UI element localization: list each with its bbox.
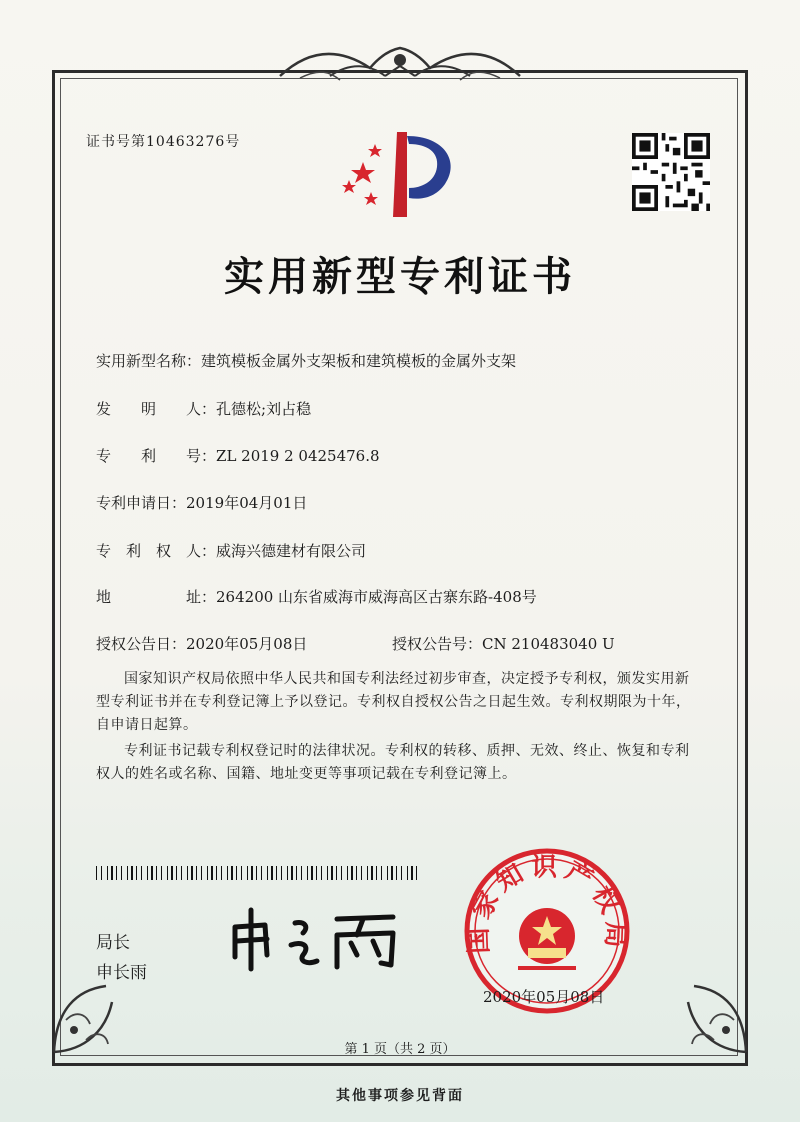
field-label: 发 明 人： — [96, 400, 217, 418]
grant-date-label: 授权公告日： — [96, 635, 187, 653]
barcode-bar — [416, 866, 417, 880]
director-name: 申长雨 — [96, 963, 147, 983]
barcode-bar — [327, 866, 328, 880]
barcode-bar — [256, 866, 257, 880]
barcode-bar — [316, 866, 317, 880]
footer-note: 其他事项参见背面 — [336, 1088, 464, 1104]
barcode-bar — [376, 866, 377, 880]
barcode-bar — [227, 866, 228, 880]
barcode-bar — [167, 866, 168, 880]
barcode-bar — [251, 866, 253, 880]
barcode-bar — [396, 866, 397, 880]
field-value: 威海兴德建材有限公司 — [216, 542, 367, 560]
field-row-patentee — [96, 540, 366, 561]
director-signature-icon — [225, 905, 405, 975]
field-value: ZL 2019 2 0425476.8 — [216, 447, 380, 465]
barcode-bar — [276, 866, 277, 880]
grant-date-row — [96, 633, 307, 654]
barcode-bar — [341, 866, 342, 880]
barcode-bar — [131, 866, 133, 880]
barcode-bar — [367, 866, 368, 880]
barcode-bar — [371, 866, 373, 880]
field-label: 地 址： — [96, 588, 217, 606]
barcode-bar — [381, 866, 382, 880]
field-label: 专 利 号： — [96, 447, 217, 465]
barcode-bar — [356, 866, 357, 880]
barcode-bar — [271, 866, 273, 880]
barcode-bar — [267, 866, 268, 880]
barcode-bar — [156, 866, 157, 880]
barcode-bar — [301, 866, 302, 880]
seal-date: 2020年05月08日 — [483, 988, 605, 1006]
barcode-bar — [121, 866, 122, 880]
field-row-name — [96, 350, 516, 371]
barcode-bar — [391, 866, 393, 880]
field-value: 建筑模板金属外支架板和建筑模板的金属外支架 — [201, 352, 517, 370]
field-label: 专 利 权 人： — [96, 542, 217, 560]
barcode-bar — [171, 866, 173, 880]
barcode-bar — [141, 866, 142, 880]
barcode-bar — [201, 866, 202, 880]
barcode-bar — [136, 866, 137, 880]
body-paragraph-2: 专利证书记载专利权登记时的法律状况。专利权的转移、质押、无效、终止、恢复和专利权人的姓名或名称、国籍、地址变更等事项记载在专利登记簿上。 — [96, 743, 690, 782]
patent-office-emblem-icon — [335, 122, 465, 222]
barcode-bar — [231, 866, 233, 880]
barcode-bar — [387, 866, 388, 880]
barcode-bar — [196, 866, 197, 880]
barcode-bar — [207, 866, 208, 880]
barcode-bar — [307, 866, 308, 880]
barcode-bar — [111, 866, 113, 880]
field-row-inventor — [96, 398, 311, 419]
barcode-bar — [287, 866, 288, 880]
grant-date-value: 2020年05月08日 — [186, 635, 308, 653]
field-value: 孔德松;刘占稳 — [216, 400, 312, 418]
field-value: 264200 山东省威海市威海高区古寨东路-408号 — [216, 588, 537, 606]
barcode-bar — [347, 866, 348, 880]
barcode-bar — [241, 866, 242, 880]
field-row-patent-number — [96, 445, 380, 466]
barcode-bar — [107, 866, 108, 880]
barcode-bar — [311, 866, 313, 880]
barcode-bar — [221, 866, 222, 880]
barcode-bar — [127, 866, 128, 880]
barcode-bar — [161, 866, 162, 880]
barcode-bar — [216, 866, 217, 880]
grant-number-value: CN 210483040 U — [482, 635, 615, 653]
body-paragraph-1: 国家知识产权局依照中华人民共和国专利法经过初步审查，决定授予专利权，颁发实用新型专利证书并在专利登记簿上予以登记。专利权自授权公告之日起生效。专利权期限为十年，自申请日起算。 — [96, 671, 691, 733]
barcode-bar — [331, 866, 333, 880]
barcode-bar — [187, 866, 188, 880]
barcode-bar — [407, 866, 408, 880]
barcode-bar — [211, 866, 213, 880]
barcode-bar — [261, 866, 262, 880]
barcode-bar — [191, 866, 193, 880]
barcode-bar — [247, 866, 248, 880]
barcode-bar — [281, 866, 282, 880]
director-title: 局长 — [96, 933, 130, 953]
qr-code-icon — [632, 133, 710, 211]
barcode-bar — [96, 866, 97, 880]
certificate-number: 证书号第10463276号 — [86, 134, 241, 150]
barcode-icon — [96, 866, 420, 880]
top-ornament — [270, 38, 530, 86]
field-row-address — [96, 586, 537, 607]
barcode-bar — [361, 866, 362, 880]
field-label: 专利申请日： — [96, 494, 187, 512]
page-indicator: 第 1 页（共 2 页） — [344, 1042, 456, 1057]
seal-text: 国家知识产权局 — [463, 852, 631, 955]
barcode-bar — [181, 866, 182, 880]
barcode-bar — [147, 866, 148, 880]
field-row-application-date — [96, 492, 307, 513]
certificate-title: 实用新型专利证书 — [224, 253, 576, 300]
barcode-bar — [411, 866, 413, 880]
barcode-bar — [401, 866, 402, 880]
barcode-bar — [291, 866, 293, 880]
field-label: 实用新型名称： — [96, 352, 202, 370]
barcode-bar — [116, 866, 117, 880]
barcode-bar — [296, 866, 297, 880]
barcode-bar — [151, 866, 153, 880]
field-value: 2019年04月01日 — [186, 494, 308, 512]
barcode-bar — [101, 866, 102, 880]
grant-number-row — [392, 633, 615, 654]
barcode-bar — [351, 866, 353, 880]
barcode-bar — [176, 866, 177, 880]
barcode-bar — [236, 866, 237, 880]
barcode-bar — [336, 866, 337, 880]
barcode-bar — [321, 866, 322, 880]
grant-number-label: 授权公告号： — [392, 635, 483, 653]
